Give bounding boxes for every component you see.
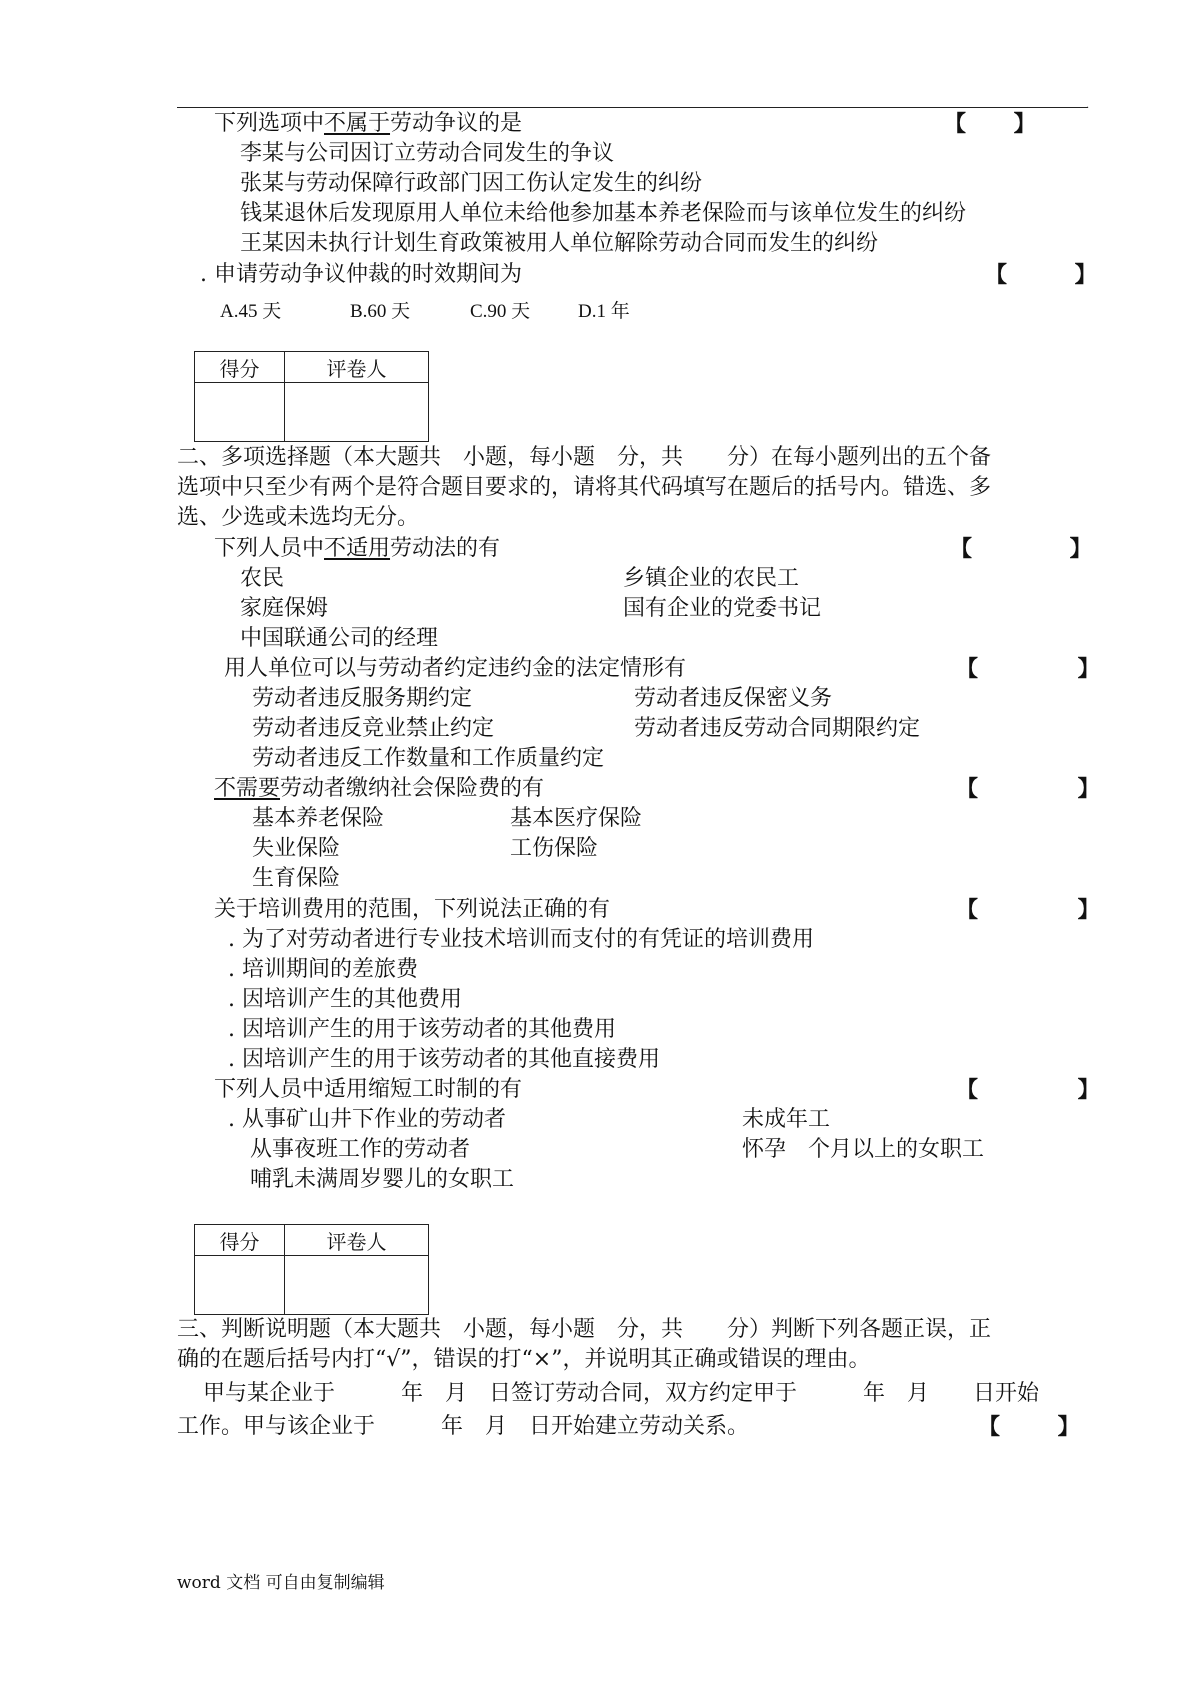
reviewer-label: 评卷人 (285, 352, 429, 383)
option: 失业保险 (252, 836, 341, 861)
option: 王某因未执行计划生育政策被用人单位解除劳动合同而发生的纠纷 (240, 231, 879, 256)
question-text: 关于培训费用的范围，下列说法正确的有 (214, 897, 611, 922)
option: D.1 年 (578, 301, 630, 322)
option: . 因培训产生的用于该劳动者的其他直接费用 (228, 1047, 660, 1072)
reviewer-cell[interactable] (285, 1256, 429, 1315)
option: 基本养老保险 (252, 806, 385, 831)
option: 怀孕 个月以上的女职工 (742, 1137, 985, 1162)
question-text: 甲与某企业于 年 月 日签订劳动合同，双方约定甲于 年 月 日开始 (203, 1381, 1040, 1406)
option: . 因培训产生的其他费用 (228, 987, 462, 1012)
option: . 从事矿山井下作业的劳动者 (228, 1107, 506, 1132)
option: 生育保险 (252, 866, 341, 891)
option: 劳动者违反服务期约定 (252, 686, 473, 711)
option: 钱某退休后发现原用人单位未给他参加基本养老保险而与该单位发生的纠纷 (240, 201, 967, 226)
option: 未成年工 (742, 1107, 831, 1132)
reviewer-label: 评卷人 (285, 1225, 429, 1256)
option: 劳动者违反保密义务 (634, 686, 833, 711)
answer-bracket[interactable]: 【 】 (956, 1077, 1100, 1103)
question-text: 下列人员中适用缩短工时制的有 (214, 1077, 523, 1102)
option: . 因培训产生的用于该劳动者的其他费用 (228, 1017, 616, 1042)
score-cell[interactable] (195, 1256, 285, 1315)
answer-bracket[interactable]: 【 】 (950, 536, 1092, 562)
question-text: . 申请劳动争议仲裁的时效期间为 (200, 262, 522, 287)
question-text: 下列选项中不属于劳动争议的是 (214, 111, 523, 136)
section-heading: 二、多项选择题（本大题共 小题，每小题 分，共 分）在每小题列出的五个备 (177, 445, 992, 470)
option: C.90 天 (470, 301, 531, 322)
question-text: 用人单位可以与劳动者约定违约金的法定情形有 (224, 656, 687, 681)
option: 劳动者违反工作数量和工作质量约定 (252, 746, 605, 771)
section-heading: 选项中只至少有两个是符合题目要求的，请将其代码填写在题后的括号内。错选、多 (177, 475, 992, 500)
option: 家庭保姆 (240, 596, 329, 621)
reviewer-cell[interactable] (285, 383, 429, 442)
header-dot: · (1086, 103, 1090, 114)
section-heading: 选、少选或未选均无分。 (177, 505, 420, 530)
answer-bracket[interactable]: 【 】 (978, 1414, 1080, 1440)
answer-bracket[interactable]: 【 】 (985, 262, 1097, 288)
option: 李某与公司因订立劳动合同发生的争议 (240, 141, 615, 166)
score-table (194, 351, 429, 442)
footer-text: word 文档 可自由复制编辑 (177, 1573, 385, 1593)
section-heading: 三、判断说明题（本大题共 小题，每小题 分，共 分）判断下列各题正误，正 (177, 1317, 992, 1342)
option: . 为了对劳动者进行专业技术培训而支付的有凭证的培训费用 (228, 927, 814, 952)
option: 从事夜班工作的劳动者 (250, 1137, 471, 1162)
option: 国有企业的党委书记 (623, 596, 822, 621)
option: 张某与劳动保障行政部门因工伤认定发生的纠纷 (240, 171, 703, 196)
answer-bracket[interactable]: 【 】 (944, 111, 1036, 137)
question-text: 下列人员中不适用劳动法的有 (214, 536, 501, 561)
question-text: 不需要劳动者缴纳社会保险费的有 (214, 776, 545, 801)
option: A.45 天 (220, 301, 282, 322)
option: 基本医疗保险 (510, 806, 643, 831)
option: B.60 天 (350, 301, 411, 322)
header-rule (177, 107, 1087, 108)
score-cell[interactable] (195, 383, 285, 442)
score-table (194, 1224, 429, 1315)
option: 工伤保险 (510, 836, 599, 861)
section-heading: 确的在题后括号内打“√”，错误的打“×”，并说明其正确或错误的理由。 (177, 1347, 871, 1372)
option: 农民 (240, 566, 285, 591)
option: 乡镇企业的农民工 (623, 566, 800, 591)
score-label: 得分 (195, 1225, 285, 1256)
answer-bracket[interactable]: 【 】 (956, 776, 1100, 802)
score-label: 得分 (195, 352, 285, 383)
answer-bracket[interactable]: 【 】 (956, 656, 1100, 682)
question-text: 工作。甲与该企业于 年 月 日开始建立劳动关系。 (177, 1414, 750, 1439)
option: 哺乳未满周岁婴儿的女职工 (250, 1167, 515, 1192)
answer-bracket[interactable]: 【 】 (956, 897, 1100, 923)
option: 劳动者违反竞业禁止约定 (252, 716, 495, 741)
option: . 培训期间的差旅费 (228, 957, 418, 982)
option: 中国联通公司的经理 (240, 626, 439, 651)
option: 劳动者违反劳动合同期限约定 (634, 716, 921, 741)
